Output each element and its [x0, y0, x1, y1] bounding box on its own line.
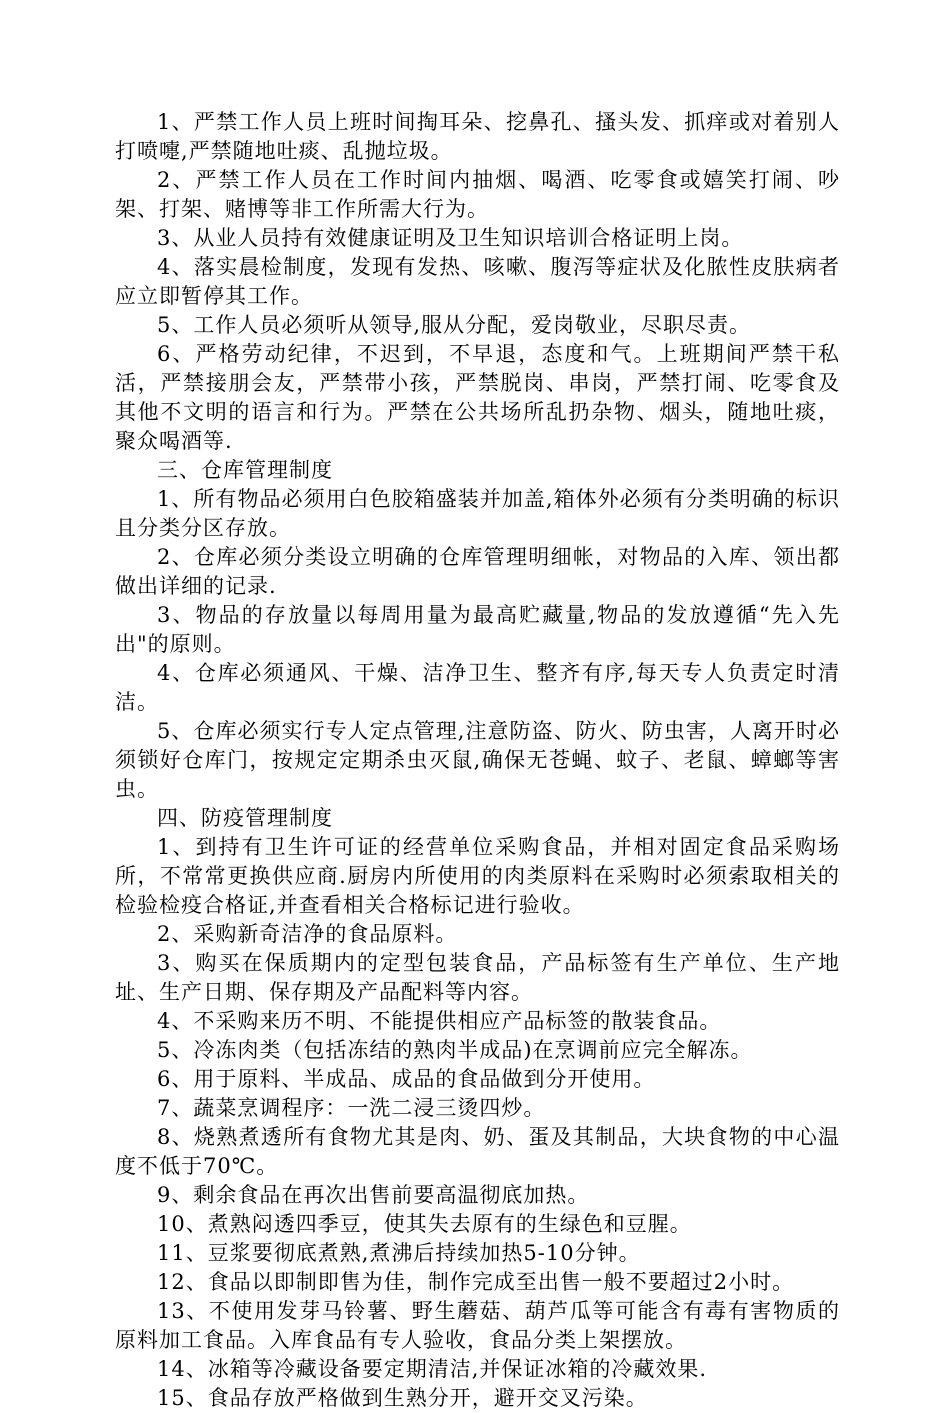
rule-paragraph: 1、所有物品必须用白色胶箱盛装并加盖,箱体外必须有分类明确的标识且分类分区存放。: [115, 487, 840, 540]
section-heading-epidemic-prevention: 四、防疫管理制度: [157, 806, 333, 830]
rule-paragraph: 1、严禁工作人员上班时间掏耳朵、挖鼻孔、搔头发、抓痒或对着别人打喷嚏,严禁随地吐痰、乱抛垃圾。: [115, 110, 840, 163]
rule-paragraph: 14、冰箱等冷藏设备要定期清洁,并保证冰箱的冷藏效果.: [157, 1357, 708, 1381]
rule-paragraph: 6、用于原料、半成品、成品的食品做到分开使用。: [157, 1067, 656, 1091]
rule-paragraph: 13、不使用发芽马铃薯、野生蘑菇、葫芦瓜等可能含有毒有害物质的原料加工食品。入库食品有专人验收，食品分类上架摆放。: [115, 1299, 840, 1352]
rule-paragraph: 10、煮熟闷透四季豆，使其失去原有的生绿色和豆腥。: [157, 1212, 692, 1236]
document-body: [115, 108, 840, 1413]
rule-paragraph: 1、到持有卫生许可证的经营单位采购食品，并相对固定食品采购场所，不常常更换供应商.厨房内所使用的肉类原料在采购时必须索取相关的检验检疫合格证,并查看相关合格标记进行验收。: [115, 835, 840, 917]
rule-paragraph: 4、仓库必须通风、干燥、洁净卫生、整齐有序,每天专人负责定时清洁。: [115, 661, 840, 714]
rule-paragraph: 15、食品存放严格做到生熟分开，避开交叉污染。: [157, 1386, 648, 1410]
rule-paragraph: 11、豆浆要彻底煮熟,煮沸后持续加热5-10分钟。: [157, 1241, 641, 1265]
rule-paragraph: 2、仓库必须分类设立明确的仓库管理明细帐，对物品的入库、领出都做出详细的记录.: [115, 545, 840, 598]
rule-paragraph: 4、落实晨检制度，发现有发热、咳嗽、腹泻等症状及化脓性皮肤病者应立即暂停其工作。: [115, 255, 840, 308]
rule-paragraph: 5、工作人员必须听从领导,服从分配，爱岗敬业，尽职尽责。: [157, 313, 752, 337]
rule-paragraph: 5、仓库必须实行专人定点管理,注意防盗、防火、防虫害，人离开时必须锁好仓库门，按规定定期杀虫灭鼠,确保无苍蝇、蚊子、老鼠、蟑螂等害虫。: [115, 719, 840, 801]
rule-paragraph: 12、食品以即制即售为佳，制作完成至出售一般不要超过2小时。: [157, 1270, 795, 1294]
rule-paragraph: 9、剩余食品在再次出售前要高温彻底加热。: [157, 1183, 590, 1207]
rule-paragraph: 5、冷冻肉类（包括冻结的熟肉半成品)在烹调前应完全解冻。: [157, 1038, 753, 1062]
rule-paragraph: 3、从业人员持有效健康证明及卫生知识培训合格证明上岗。: [157, 226, 744, 250]
rule-paragraph: 7、蔬菜烹调程序：一洗二浸三烫四炒。: [157, 1096, 546, 1120]
rule-paragraph: 3、购买在保质期内的定型包装食品，产品标签有生产单位、生产地址、生产日期、保存期及产品配料等内容。: [115, 951, 840, 1004]
rule-paragraph: 8、烧熟煮透所有食物尤其是肉、奶、蛋及其制品，大块食物的中心温度不低于70℃。: [115, 1125, 840, 1178]
rule-paragraph: 3、物品的存放量以每周用量为最高贮藏量,物品的发放遵循“先入先出"的原则。: [115, 603, 840, 656]
rule-paragraph: 6、严格劳动纪律，不迟到，不早退，态度和气。上班期间严禁干私活，严禁接朋会友，严禁带小孩，严禁脱岗、串岗，严禁打闹、吃零食及其他不文明的语言和行为。严禁在公共场所乱扔杂物、烟头，随地吐痰，聚众喝酒等.: [115, 342, 840, 453]
rule-paragraph: 2、严禁工作人员在工作时间内抽烟、喝酒、吃零食或嬉笑打闹、吵架、打架、赌博等非工作所需大行为。: [115, 168, 840, 221]
section-heading-warehouse: 三、仓库管理制度: [157, 458, 333, 482]
rule-paragraph: 4、不采购来历不明、不能提供相应产品标签的散装食品。: [157, 1009, 722, 1033]
rule-paragraph: 2、采购新奇洁净的食品原料。: [157, 922, 458, 946]
